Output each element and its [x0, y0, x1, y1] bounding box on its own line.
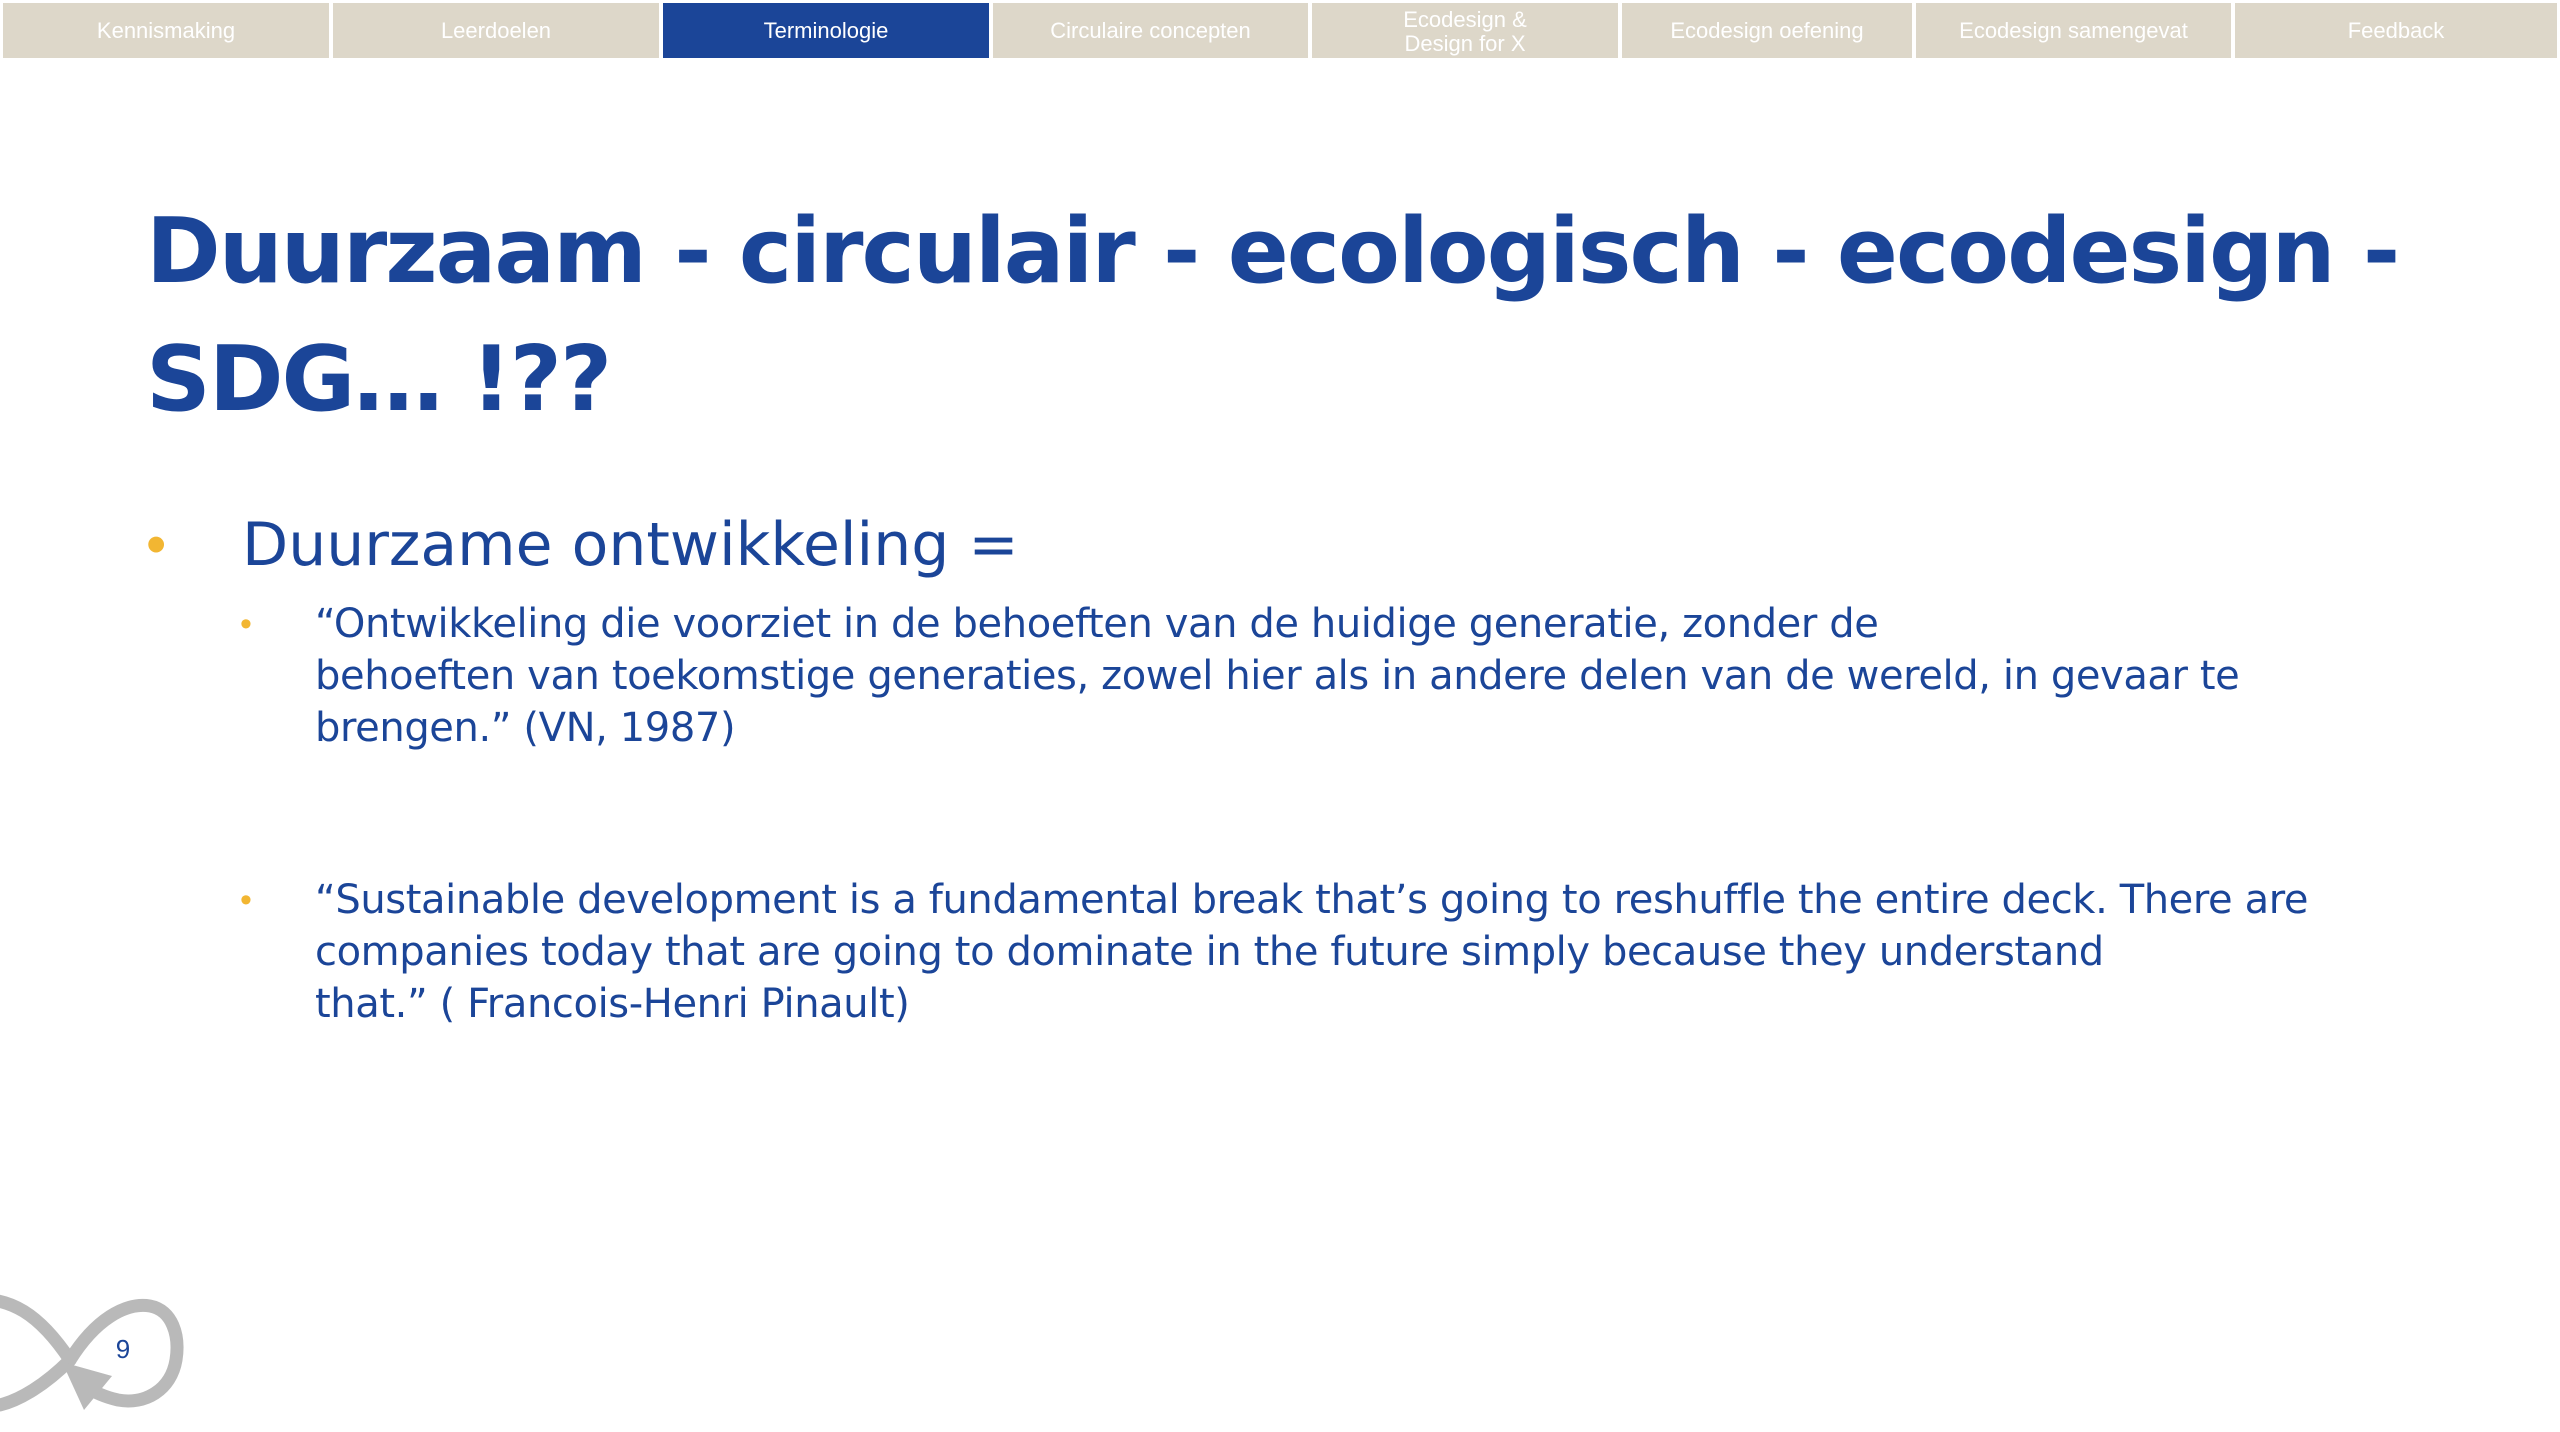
tab-circulaire-concepten[interactable]	[993, 3, 1308, 58]
title-line: SDG… !??	[146, 327, 611, 432]
quote-line: companies today that are going to dominate in the future simply because they understand	[315, 929, 2104, 975]
tab-label: Ecodesign & Design for X	[1403, 6, 1527, 56]
section-nav	[3, 3, 2557, 58]
page-number: 9	[115, 1334, 131, 1364]
quote-pinault-text	[315, 874, 2395, 1030]
tab-ecodesign-oefening[interactable]	[1622, 3, 1912, 58]
tab-label: Circulaire concepten	[1050, 18, 1251, 43]
quote-line: behoeften van toekomstige generaties, zowel hier als in andere delen van de wereld, in gevaar te	[315, 653, 2240, 699]
quote-line: “Ontwikkeling die voorziet in de behoeften van de huidige generatie, zonder de	[315, 601, 1879, 647]
bullet-dot: •	[240, 605, 252, 643]
tab-label: Leerdoelen	[440, 18, 552, 43]
slide-title	[146, 188, 2446, 444]
bullet-dot: •	[146, 512, 167, 577]
title-line: Duurzaam - circulair - ecologisch - ecodesign -	[146, 199, 2399, 304]
quote-line: “Sustainable development is a fundamental break that’s going to reshuffle the entire deck. There are	[315, 877, 2309, 923]
tab-label: Kennismaking	[96, 18, 236, 43]
quote-line: that.” ( Francois-Henri Pinault)	[315, 981, 910, 1027]
quote-un-text	[315, 598, 2395, 754]
tab-leerdoelen[interactable]	[333, 3, 659, 58]
tab-terminologie[interactable]	[663, 3, 989, 58]
circular-infinity-arrow-icon	[0, 1290, 190, 1420]
tab-label: Feedback	[2347, 18, 2445, 43]
tab-label: Ecodesign oefening	[1670, 18, 1864, 43]
tab-ecodesign-samengevat[interactable]	[1916, 3, 2231, 58]
tab-feedback[interactable]	[2235, 3, 2557, 58]
tab-kennismaking[interactable]	[3, 3, 329, 58]
bullet-dot: •	[240, 881, 252, 919]
tab-ecodesign-design-for-x[interactable]	[1312, 3, 1618, 58]
quote-line: brengen.” (VN, 1987)	[315, 705, 736, 751]
tab-label: Terminologie	[763, 18, 889, 43]
tab-label: Ecodesign samengevat	[1959, 18, 2188, 43]
bullet-main-text: Duurzame ontwikkeling =	[242, 510, 1019, 580]
